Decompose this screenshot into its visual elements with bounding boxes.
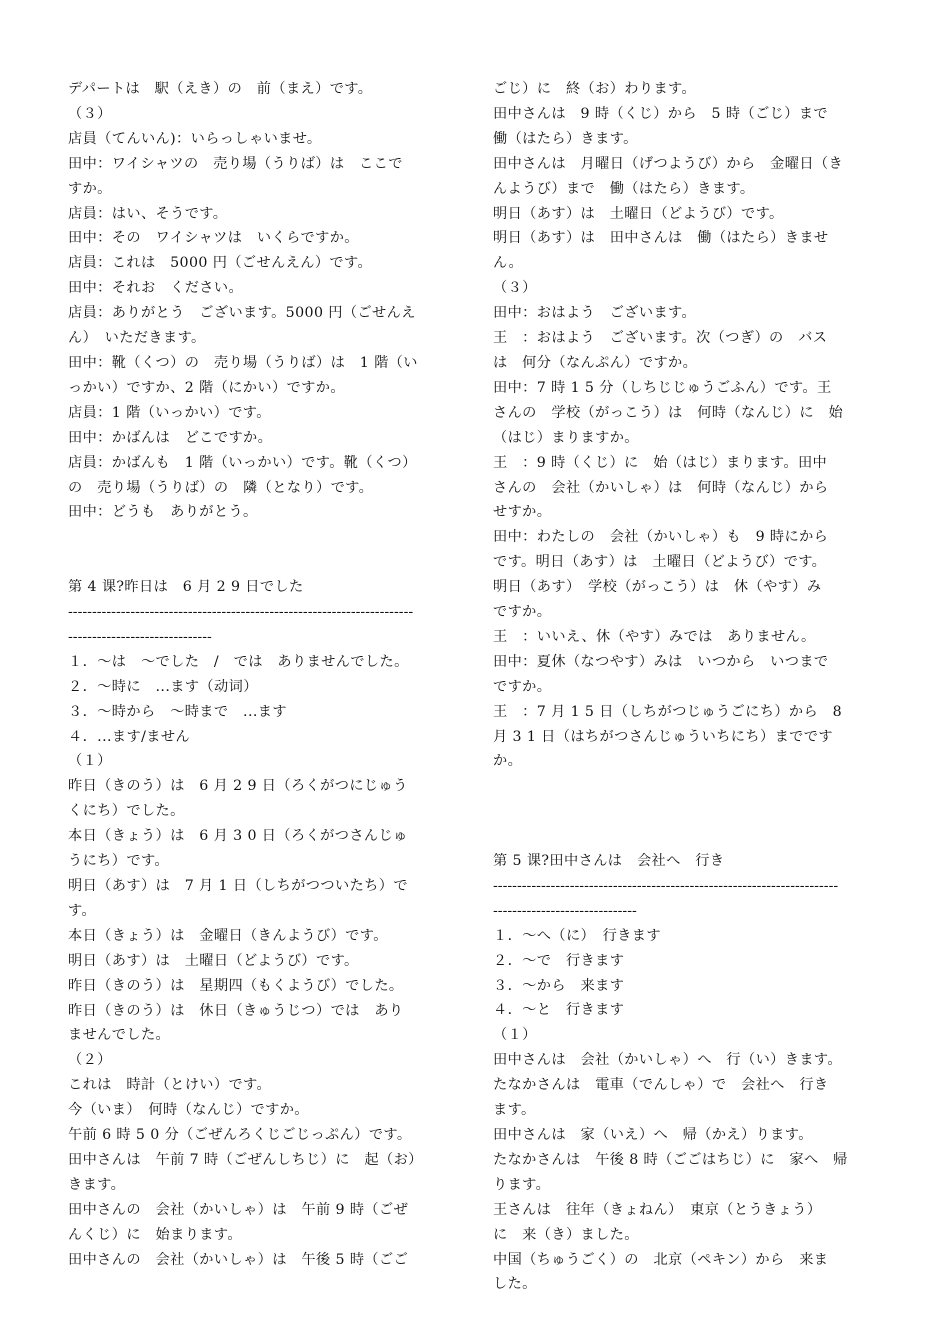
text-line: 明日（あす）は 土曜日（どようび）です。 — [493, 205, 784, 222]
text-line: 明日（あす）は 田中さんは 働（はたら）きませ — [493, 230, 829, 247]
text-line: 店員：これは 5000 円（ごせんえん）です。 — [68, 255, 373, 272]
text-line: 店員：ありがとう ございます。5000 円（ごせんえ — [68, 305, 416, 322]
text-line: 田中：靴（くつ）の 売り場（うりば）は 1 階（い — [68, 354, 418, 371]
text-line: きます。 — [68, 1176, 126, 1193]
text-line: 昨日（きのう）は 休日（きゅうじつ）では あり — [68, 1002, 404, 1019]
text-line: 明日（あす）は 土曜日（どようび）です。 — [68, 952, 359, 969]
text-line: ごじ）に 終（お）わります。 — [493, 81, 697, 97]
text-line: 中国（ちゅうごく）の 北京（ペキン）から 来ま — [493, 1251, 829, 1268]
text-line: 明日（あす） 学校（がっこう）は 休（やす）み — [493, 579, 822, 596]
text-line: っかい）ですか、2 階（にかい）ですか。 — [68, 379, 345, 396]
text-line — [493, 824, 885, 849]
text-line: 田中：おはよう ございます。 — [493, 305, 697, 322]
text-line: 今（いま） 何時（なんじ）ですか。 — [68, 1102, 309, 1119]
text-line: これは 時計（とけい）です。 — [68, 1077, 272, 1094]
text-line: ます。 — [493, 1102, 536, 1119]
text-line: 田中さんは 9 時（くじ）から 5 時（ごじ）まで — [493, 105, 829, 122]
text-line: たなかさんは 午後 8 時（ごごはちじ）に 家へ 帰 — [493, 1151, 848, 1168]
text-line: んくじ）に 始まります。 — [68, 1226, 242, 1243]
text-line: （２） — [68, 1052, 112, 1069]
text-line: うにち）です。 — [68, 853, 169, 870]
text-line: 田中さんの 会社（かいしゃ）は 午前 9 時（ごぜ — [68, 1201, 409, 1218]
text-line: （１） — [493, 1027, 537, 1044]
text-line: ４．...ます/ません — [68, 728, 191, 745]
text-line: 店員：1 階（いっかい）です。 — [68, 404, 271, 421]
text-line: 店員（てんいん)：いらっしゃいませ。 — [68, 130, 322, 147]
text-line: した。 — [493, 1276, 537, 1293]
text-line: 田中：それお ください。 — [68, 280, 244, 297]
right-column — [493, 77, 885, 1297]
text-line: 田中：夏休（なつやす）みは いつから いつまで — [493, 653, 829, 670]
text-line: 王 ：おはよう ございます。次（つぎ）の バス — [493, 330, 828, 347]
text-line: デパートは 駅（えき）の 前（まえ）です。 — [68, 81, 373, 97]
text-line: ２．～で 行きます — [493, 952, 625, 969]
text-line — [493, 799, 885, 824]
text-line: は 何分（なんぷん）ですか。 — [493, 354, 698, 371]
text-line: 午前 6 時 5 0 分（ごぜんろくじごじっぷん）です。 — [68, 1127, 412, 1144]
text-line: 昨日（きのう）は 6 月 2 9 日（ろくがつにじゅう — [68, 778, 408, 795]
text-line: 本日（きょう）は 6 月 3 0 日（ろくがつさんじゅ — [68, 828, 408, 845]
left-column — [68, 77, 460, 1272]
text-line: １．～へ（に） 行きます — [493, 927, 661, 944]
text-line: たなかさんは 電車（でんしゃ）で 会社へ 行き — [493, 1077, 829, 1094]
text-line: 店員：かばんも 1 階（いっかい）です。靴（くつ） — [68, 454, 417, 471]
text-line: （１） — [68, 753, 112, 770]
text-line: 田中さんは 午前 7 時（ごぜんしちじ）に 起（お） — [68, 1151, 423, 1168]
text-line: ３．～時から ～時まで ...ます — [68, 703, 287, 720]
text-line: （はじ）まりますか。 — [493, 429, 639, 446]
text-line: １．～は ～でした / では ありませんでした。 — [68, 653, 409, 670]
text-line: です。明日（あす）は 土曜日（どようび）です。 — [493, 554, 827, 571]
text-line: ります。 — [493, 1176, 551, 1193]
text-line: 田中さんは 月曜日（げつようび）から 金曜日（き — [493, 155, 844, 172]
text-line: か。 — [493, 753, 523, 770]
text-line: 田中：その ワイシャツは いくらですか。 — [68, 230, 359, 247]
text-line: 明日（あす）は 7 月 1 日（しちがつついたち）で — [68, 877, 408, 894]
divider-line: ------------------------------ — [493, 902, 637, 919]
text-line — [493, 774, 885, 799]
text-line: せすか。 — [493, 504, 552, 521]
text-line: ２．～時に ...ます（动词） — [68, 678, 258, 695]
text-line: （３） — [493, 280, 537, 297]
text-line: 第 4 课?昨日は 6 月 2 9 日でした — [68, 579, 304, 596]
divider-line: ------------------------------------------------------------------------ — [68, 604, 414, 620]
text-line: 王 ：いいえ、休（やす）みでは ありません。 — [493, 628, 816, 645]
text-line — [68, 525, 460, 550]
text-line: （３） — [68, 105, 112, 122]
text-line: んようび）まで 働（はたら）きます。 — [493, 180, 755, 197]
text-line: すか。 — [68, 180, 112, 197]
text-line: ですか。 — [493, 678, 552, 695]
text-line: 第 5 课?田中さんは 会社へ 行き — [493, 853, 725, 870]
text-line: の 売り場（うりば）の 隣（となり）です。 — [68, 479, 374, 496]
text-line: 王 ：9 時（くじ）に 始（はじ）まります。田中 — [493, 454, 828, 471]
text-line: 本日（きょう）は 金曜日（きんようび）です。 — [68, 927, 388, 944]
text-line: 田中さんは 会社（かいしゃ）へ 行（い）きます。 — [493, 1052, 842, 1069]
text-line: 田中：どうも ありがとう。 — [68, 504, 258, 521]
divider-line: ------------------------------------------------------------------------ — [493, 877, 839, 894]
text-line: くにち）でした。 — [68, 803, 185, 820]
text-line: す。 — [68, 902, 97, 919]
divider-line: ------------------------------ — [68, 628, 212, 645]
text-line: 田中：わたしの 会社（かいしゃ）も 9 時にから — [493, 529, 829, 546]
text-line: さんの 会社（かいしゃ）は 何時（なんじ）から — [493, 479, 829, 496]
text-line — [68, 550, 460, 575]
text-line: に 来（き）ました。 — [493, 1226, 639, 1243]
text-line: ３．～から 来ます — [493, 977, 625, 994]
text-line: 王さんは 往年（きょねん） 東京（とうきょう） — [493, 1201, 822, 1218]
text-line: 田中：7 時 1 5 分（しちじじゅうごふん）です。王 — [493, 379, 832, 396]
text-line: 田中：かばんは どこですか。 — [68, 429, 273, 446]
text-line: ん） いただきます。 — [68, 330, 206, 347]
text-line: ４．～と 行きます — [493, 1002, 625, 1019]
text-line: 月 3 1 日（はちがつさんじゅういちにち）までです — [493, 728, 833, 745]
text-line: ませんでした。 — [68, 1027, 171, 1044]
text-line: ん。 — [493, 255, 524, 272]
text-line: 田中さんの 会社（かいしゃ）は 午後 5 時（ごご — [68, 1251, 409, 1268]
text-line: 田中：ワイシャツの 売り場（うりば）は ここで — [68, 155, 403, 172]
text-line: 店員：はい、そうです。 — [68, 205, 228, 222]
text-line: 昨日（きのう）は 星期四（もくようび）でした。 — [68, 977, 404, 994]
text-line: 王 ：7 月 1 5 日（しちがつじゅうごにち）から 8 — [493, 703, 843, 720]
text-line: 田中さんは 家（いえ）へ 帰（かえ）ります。 — [493, 1127, 813, 1144]
text-line: さんの 学校（がっこう）は 何時（なんじ）に 始 — [493, 404, 844, 421]
text-line: 働（はたら）きます。 — [493, 130, 638, 147]
text-line: ですか。 — [493, 604, 552, 621]
